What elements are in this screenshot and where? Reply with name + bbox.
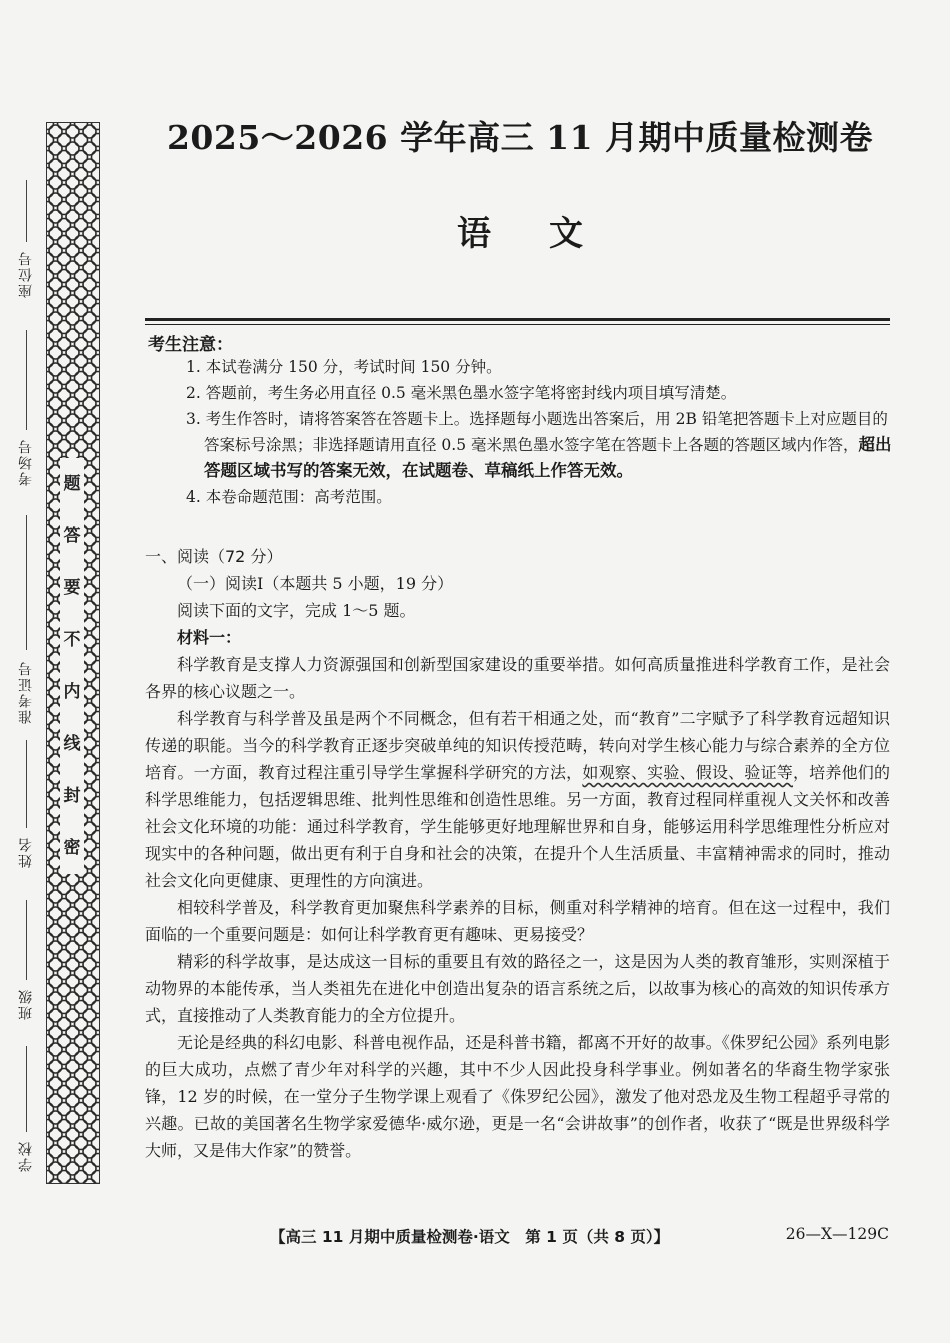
paragraph-2-part-b: ，培养他们的科学思维能力，包括逻辑思维、批判性思维和创造性思维。另一方面，教育过程同样重视人文关怀和改善社会文化环境的功能：通过科学教育，学生能够更好地理解世界和自身，能够运用科学思维理性分析应对现实中的各种问题，做出更有利于自身和社会的决策，在提升个人生活质量、丰富精神需求的同时，推动社会文化向更健康、更理性的方向演进。 bbox=[145, 763, 890, 890]
admission-number-field bbox=[8, 660, 44, 724]
seal-char: 要 bbox=[63, 578, 81, 598]
notice-item-2: 2. 答题前，考生务必用直径 0.5 毫米黑色墨水签字笔将密封线内项目填写清楚。 bbox=[186, 384, 737, 402]
page-footer bbox=[270, 1225, 895, 1247]
exam-room-field bbox=[8, 438, 44, 486]
seal-char: 不 bbox=[63, 630, 81, 650]
wavy-underlined-phrase: 如观察、实验、假设、验证等 bbox=[582, 763, 793, 782]
paragraph-2 bbox=[145, 705, 890, 894]
school-label: 学校 bbox=[18, 1140, 34, 1172]
notice-item-3 bbox=[186, 406, 892, 484]
seal-char: 密 bbox=[63, 838, 81, 858]
class-label: 班级 bbox=[18, 988, 34, 1020]
seal-char: 题 bbox=[63, 474, 81, 494]
seal-char: 内 bbox=[63, 682, 81, 702]
footer-page-info: 【高三 11 月期中质量检测卷·语文 第 1 页（共 8 页）】 bbox=[270, 1228, 670, 1246]
class-field bbox=[8, 988, 44, 1020]
seal-char: 答 bbox=[63, 526, 81, 546]
paragraph-4: 精彩的科学故事，是达成这一目标的重要且有效的路径之一，这是因为人类的教育雏形，实则深植于动物界的本能传承，当人类祖先在进化中创造出复杂的语言系统之后，以故事为核心的高效的知识传承方式，直接推动了人类教育能力的全方位提升。 bbox=[145, 952, 890, 1025]
header-divider-thin bbox=[145, 324, 890, 325]
school-field bbox=[8, 1140, 44, 1172]
paragraph-2-part-a: 科学教育与科学普及虽是两个不同概念，但有若干相通之处，而“教育”二字赋予了科学教育远超知识传递的职能。当今的科学教育正逐步突破单纯的知识传授范畴，转向对学生核心能力与综合素养的全方位培育。一方面，教育过程注重引导学生掌握科学研究的方法， bbox=[145, 709, 890, 782]
notice-item-1: 1. 本试卷满分 150 分，考试时间 150 分钟。 bbox=[186, 358, 502, 376]
name-label: 姓名 bbox=[18, 836, 34, 868]
admission-number-line bbox=[26, 515, 27, 650]
notice-item-4: 4. 本卷命题范围：高考范围。 bbox=[186, 488, 392, 506]
footer-paper-code: 26—X—129C bbox=[785, 1225, 889, 1243]
section-instruction: 阅读下面的文字，完成 1～5 题。 bbox=[177, 601, 416, 620]
exam-room-label: 考场号 bbox=[18, 438, 34, 486]
reading-section bbox=[145, 543, 890, 1164]
seal-line-warning bbox=[60, 458, 84, 874]
header-divider-thick bbox=[145, 318, 890, 321]
paragraph-1: 科学教育是支撑人力资源强国和创新型国家建设的重要举措。如何高质量推进科学教育工作，是社会各界的核心议题之一。 bbox=[145, 655, 890, 701]
school-line bbox=[26, 1046, 27, 1132]
paragraph-3: 相较科学普及，科学教育更加聚焦科学素养的目标，侧重对科学精神的培育。但在这一过程中，我们面临的一个重要问题是：如何让科学教育更有趣味、更易接受？ bbox=[145, 898, 890, 944]
binding-strip bbox=[0, 0, 110, 1343]
admission-number-label: 准考证号 bbox=[18, 660, 34, 724]
seat-number-field bbox=[8, 250, 44, 298]
section-heading: 一、阅读（72 分） bbox=[145, 547, 283, 566]
exam-room-line bbox=[26, 330, 27, 430]
subject-title: 语文 bbox=[457, 214, 641, 254]
seal-char: 线 bbox=[63, 734, 81, 754]
seat-number-line bbox=[26, 180, 27, 242]
notice-title: 考生注意： bbox=[148, 335, 233, 355]
material-label: 材料一： bbox=[177, 628, 242, 647]
notice-list bbox=[186, 354, 892, 510]
paragraph-5: 无论是经典的科幻电影、科普电视作品，还是科普书籍，都离不开好的故事。《侏罗纪公园》系列电影的巨大成功，点燃了青少年对科学的兴趣，其中不少人因此投身科学事业。例如著名的华裔生物学家张锋，12 岁的时候，在一堂分子生物学课上观看了《侏罗纪公园》，激发了他对恐龙及生物工程超乎寻常的兴趣。已故的美国著名生物学家爱德华·威尔逊，更是一名“会讲故事”的创作者，收获了“既是世界级科学大师，又是伟大作家”的赞誉。 bbox=[145, 1033, 890, 1160]
seal-char: 封 bbox=[63, 786, 81, 806]
seat-number-label: 座位号 bbox=[18, 250, 34, 298]
class-line bbox=[26, 900, 27, 980]
name-field bbox=[8, 836, 44, 868]
notice-item-3-emphasis: 超出答题区域书写的答案无效，在试题卷、草稿纸上作答无效。 bbox=[204, 435, 892, 480]
exam-title: 2025～2026 学年高三 11 月期中质量检测卷 bbox=[166, 118, 874, 157]
name-line bbox=[26, 740, 27, 828]
section-subheading: （一）阅读Ⅰ（本题共 5 小题，19 分） bbox=[177, 574, 454, 593]
notice-item-3-text: 3. 考生作答时，请将答案答在答题卡上。选择题每小题选出答案后，用 2B 铅笔把答题卡上对应题目的答案标号涂黑；非选择题请用直径 0.5 毫米黑色墨水签字笔在答题卡上各题的答题区域内作答， bbox=[186, 410, 888, 454]
